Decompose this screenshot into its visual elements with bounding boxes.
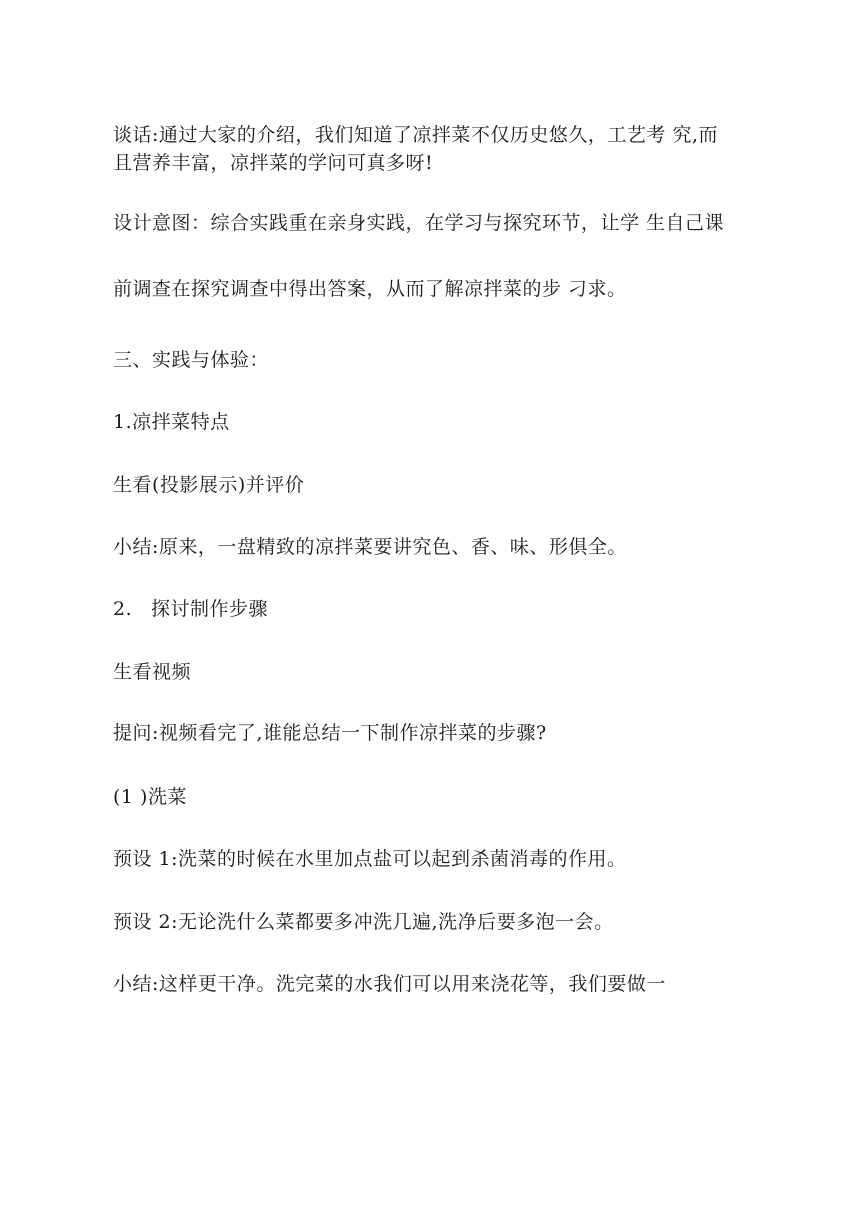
paragraph-line: 且营养丰富，凉拌菜的学问可真多呀!: [113, 152, 434, 174]
list-item-heading: (1 )洗菜: [113, 786, 187, 808]
paragraph-line: 提问:视频看完了,谁能总结一下制作凉拌菜的步骤?: [113, 722, 547, 744]
paragraph-line: 小结:原来，一盘精致的凉拌菜要讲究色、香、味、形俱全。: [113, 536, 627, 558]
subsection-title: 探讨制作步骤: [151, 598, 269, 620]
paragraph-line: 预设 1:洗菜的时候在水里加点盐可以起到杀菌消毒的作用。: [113, 848, 627, 870]
section-heading: 三、实践与体验：: [113, 349, 270, 371]
paragraph-line: 谈话:通过大家的介绍，我们知道了凉拌菜不仅历史悠久，工艺考 究,而: [113, 124, 718, 146]
paragraph-line: 设计意图：综合实践重在亲身实践，在学习与探究环节，让学 生自己课: [113, 212, 725, 234]
paragraph-line: 生看视频: [113, 661, 192, 683]
subsection-heading: [113, 595, 268, 623]
subsection-heading: 1.凉拌菜特点: [113, 411, 230, 433]
paragraph-line: 前调查在探究调查中得出答案，从而了解凉拌菜的步 刁求。: [113, 278, 627, 300]
paragraph-line: 小结:这样更干净。洗完菜的水我们可以用来浇花等，我们要做一: [113, 973, 666, 995]
paragraph-line: 生看(投影展示)并评价: [113, 474, 305, 496]
subsection-number: 2.: [113, 598, 133, 620]
paragraph-line: 预设 2:无论洗什么菜都要多冲洗几遍,洗净后要多泡一会。: [113, 911, 614, 933]
